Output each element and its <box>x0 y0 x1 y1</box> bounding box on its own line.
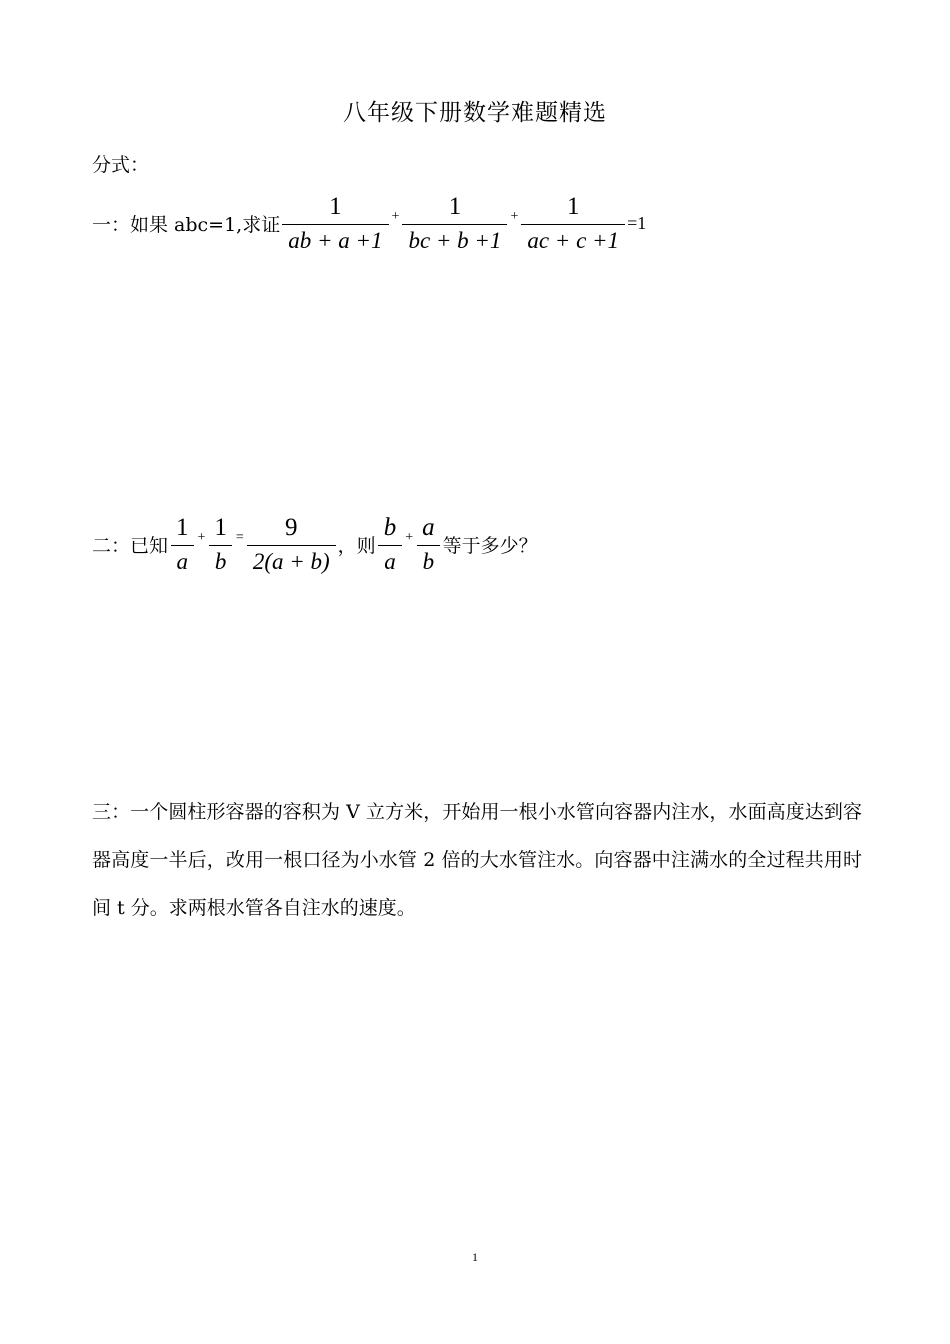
question-2-suffix: 等于多少？ <box>442 534 538 557</box>
fraction-1-denominator: ab + a +1 <box>282 224 388 253</box>
fraction-1-numerator: 1 <box>176 513 189 541</box>
question-1-prefix: 一：如果 abc=1,求证 <box>92 213 281 236</box>
question-2 <box>92 508 538 580</box>
plus-sign: + <box>391 209 400 224</box>
question-2-prefix: 二：已知 <box>92 534 169 557</box>
fraction-3-denominator: ac + c +1 <box>521 224 625 253</box>
equals-sign: = <box>235 530 244 545</box>
fraction-5-denominator: b <box>417 545 441 574</box>
fraction-3 <box>247 514 336 575</box>
fraction-1 <box>170 514 195 575</box>
fraction-2-numerator: 1 <box>448 192 462 220</box>
question-1 <box>92 188 646 258</box>
page-title: 八年级下册数学难题精选 <box>343 100 607 126</box>
fraction-2-numerator: 1 <box>214 513 227 541</box>
fraction-3-denominator: 2(a + b) <box>247 545 336 574</box>
fraction-5 <box>416 514 441 575</box>
section-heading: 分式： <box>92 154 150 176</box>
page-number: 1 <box>472 1250 478 1264</box>
equals-one: =1 <box>627 212 647 233</box>
question-3: 三：一个圆柱形容器的容积为 V 立方米，开始用一根小水管向容器内注水，水面高度达到容器高度一半后，改用一根口径为小水管 2 倍的大水管注水。向容器中注满水的全过程共用时间 t 分。求两根水管各自注水的速度。 <box>92 801 862 919</box>
fraction-4-denominator: a <box>378 545 402 574</box>
fraction-2 <box>402 193 507 254</box>
fraction-1-denominator: a <box>171 545 195 574</box>
fraction-1 <box>282 193 388 254</box>
plus-sign: + <box>510 209 519 224</box>
fraction-3-numerator: 1 <box>566 192 580 220</box>
fraction-2-denominator: b <box>209 545 233 574</box>
plus-sign: + <box>405 530 414 545</box>
fraction-2 <box>208 514 233 575</box>
fraction-3-numerator: 9 <box>285 513 298 541</box>
question-2-mid: ，则 <box>337 534 376 557</box>
fraction-1-numerator: 1 <box>329 192 342 220</box>
fraction-3 <box>521 193 625 254</box>
fraction-2-denominator: bc + b +1 <box>402 224 507 253</box>
fraction-5-numerator: a <box>422 513 435 541</box>
plus-sign: + <box>197 530 206 545</box>
fraction-4 <box>378 514 403 575</box>
fraction-4-numerator: b <box>383 513 397 541</box>
